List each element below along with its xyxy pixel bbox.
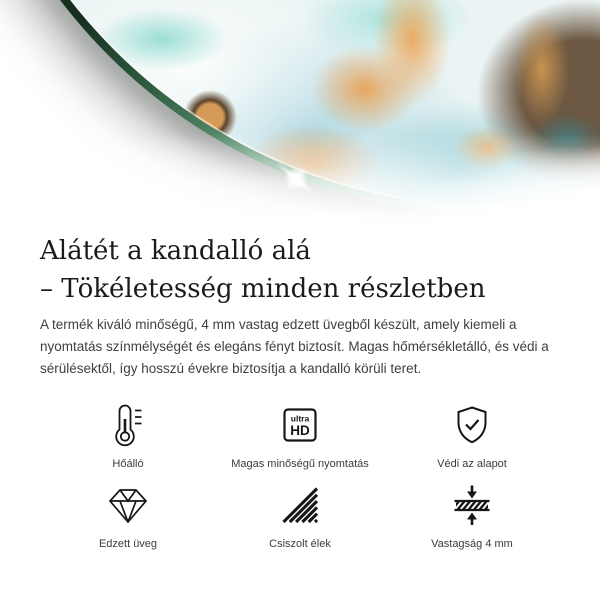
thickness-icon [449,482,495,528]
product-hero [0,0,600,230]
product-content [0,232,600,550]
diamond-icon [105,482,151,528]
shield-check-icon [449,402,495,448]
page-title-line1: Alátét a kandalló alá [40,236,311,266]
ultra-hd-icon [277,402,323,448]
feature-label: Hőálló [112,458,144,470]
product-description: A termék kiváló minőségű, 4 mm vastag edzett üvegből készült, amely kiemeli a nyomtatás színmélységét és elegáns fényt biztosít. Magas hőmérsékletálló, és védi a sérülésektől, így hosszú évekre biztosítja a kandalló körüli teret. [40,317,549,376]
feature-label: Csiszolt élek [269,538,331,550]
ultra-hd-text-bottom: HD [290,423,310,438]
page-title-line2: – Tökéletesség minden részletben [40,274,486,304]
thermometer-icon [105,402,151,448]
features-grid [40,402,560,550]
feature-polished-edges [214,482,386,550]
page-title [40,232,560,308]
feature-heat-resistant [42,402,214,470]
feature-tempered-glass [42,482,214,550]
feature-label: Edzett üveg [98,538,158,550]
feature-label: Magas minőségű nyomtatás [231,458,369,470]
feature-protects-base [386,402,558,470]
polished-edges-icon [277,482,323,528]
feature-label: Védi az alapot [437,458,507,470]
feature-thickness [386,482,558,550]
feature-print-quality [214,402,386,470]
feature-label: Vastagság 4 mm [431,538,513,550]
ultra-hd-text-top: ultra [290,413,310,424]
